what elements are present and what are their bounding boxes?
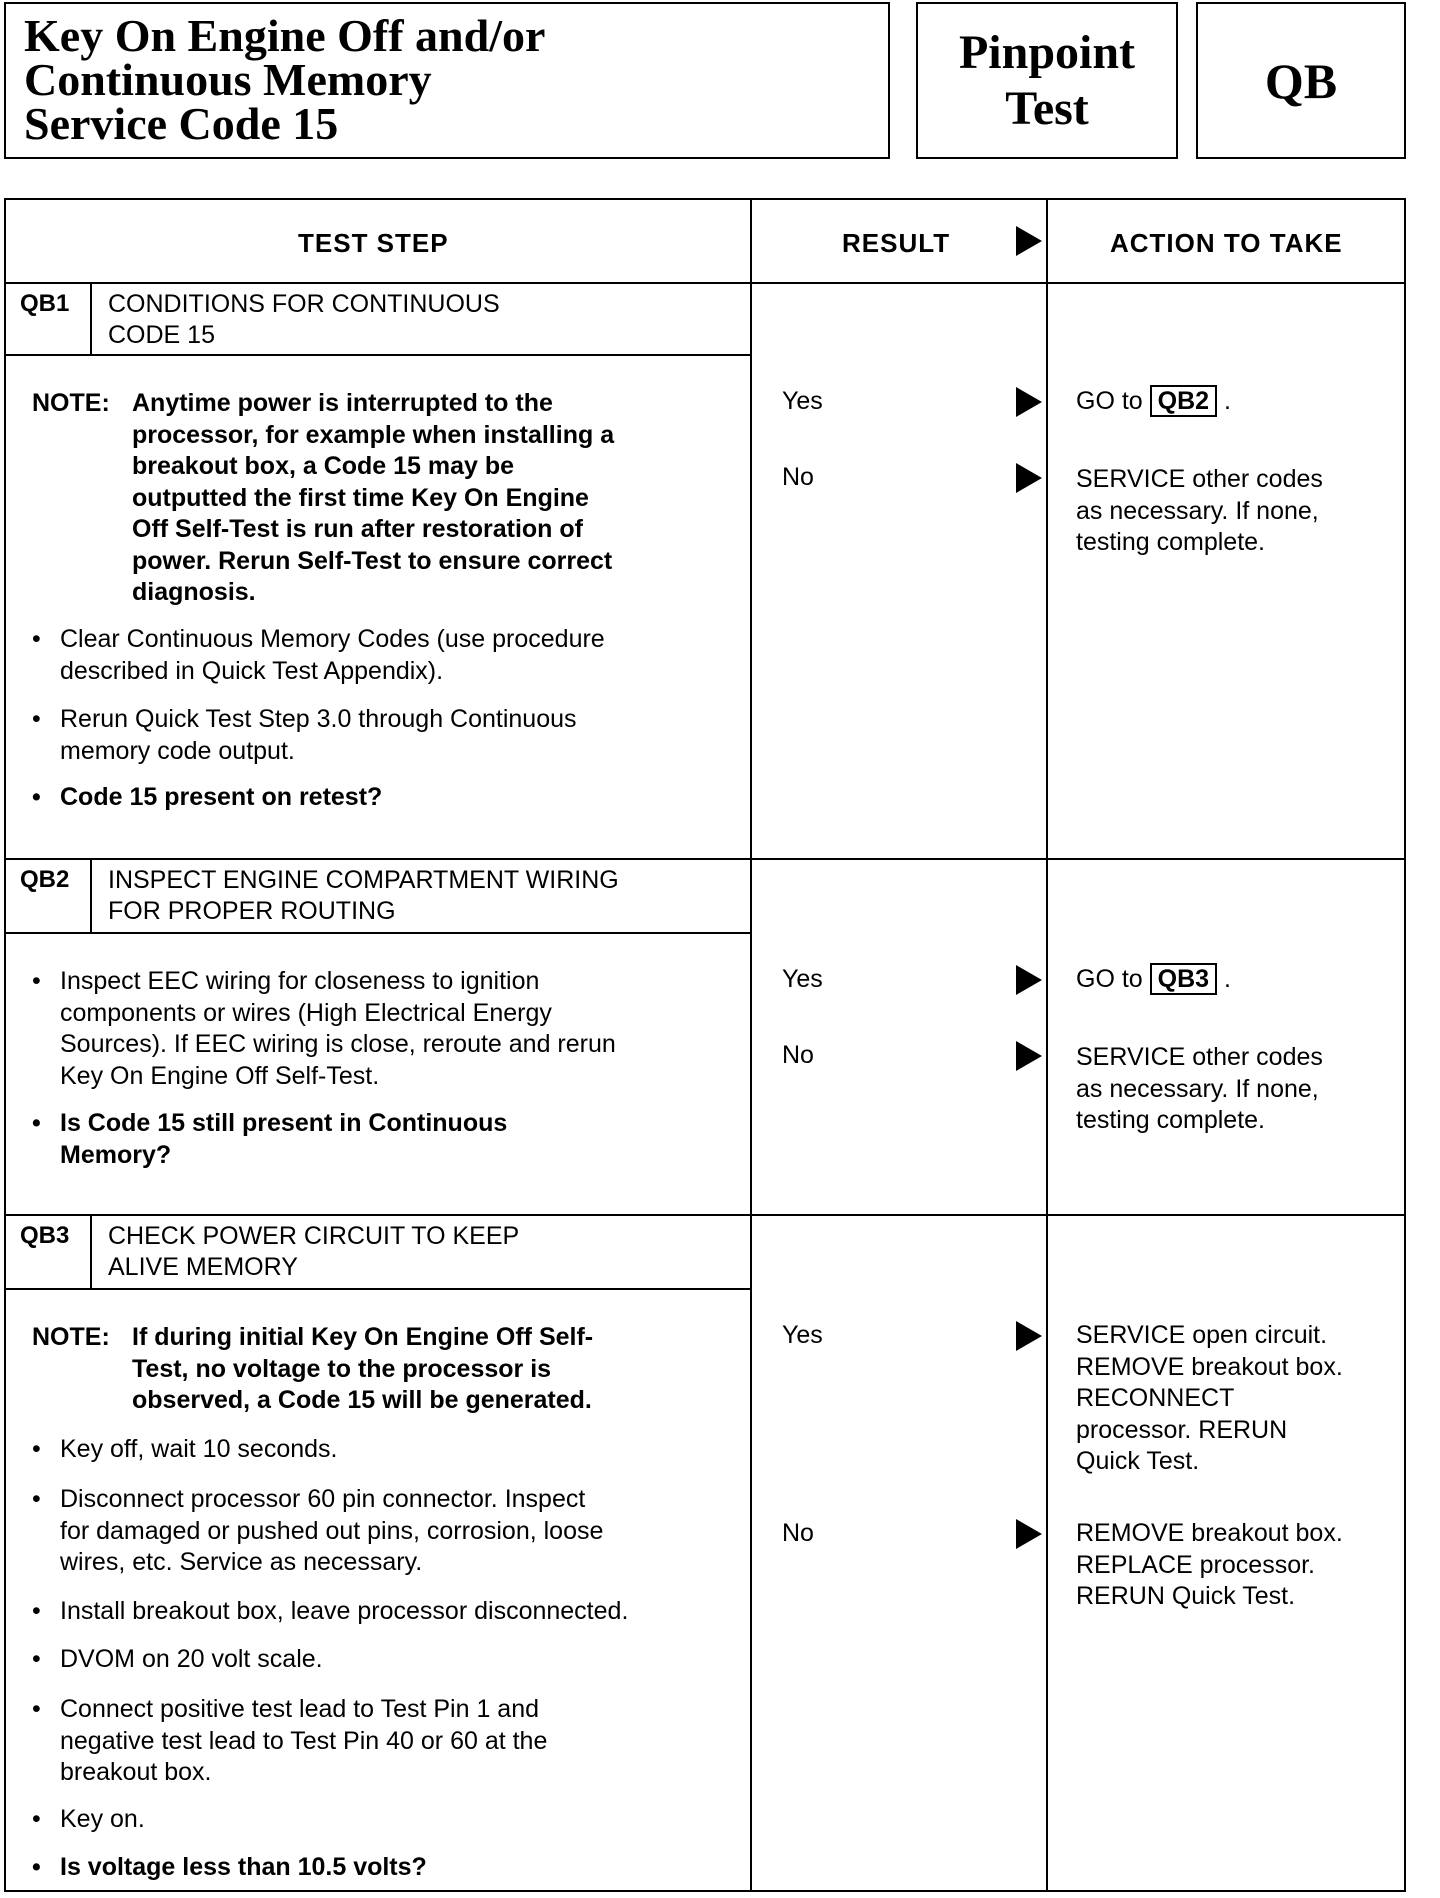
bullet-item [30, 704, 742, 767]
note-line: observed, a Code 15 will be generated. [132, 1386, 592, 1414]
step-id: QB1 [20, 290, 70, 317]
bullet-dot-icon: • [32, 625, 41, 653]
bullet-line: Key off, wait 10 seconds. [60, 1435, 338, 1463]
result-no: No [782, 1041, 814, 1069]
bullet-dot-icon: • [32, 1435, 41, 1463]
action-line: SERVICE other codes [1076, 1043, 1323, 1071]
step-header-qb2 [6, 858, 750, 934]
result-arrow-icon [1016, 965, 1042, 995]
bullet-line: Is Code 15 still present in Continuous [60, 1109, 508, 1137]
bullet-item [30, 966, 742, 1092]
pinpoint-line-2: Test [1005, 81, 1089, 135]
bullet-line: components or wires (High Electrical Energy [60, 998, 552, 1027]
action-go-to [1076, 386, 1406, 418]
note-line: Anytime power is interrupted to the [132, 389, 553, 417]
step-id-divider [90, 282, 92, 356]
step-title-line: ALIVE MEMORY [108, 1253, 298, 1281]
bullet-item [30, 1596, 742, 1628]
action-line: processor. RERUN [1076, 1415, 1288, 1444]
bullet-dot-icon: • [32, 783, 41, 811]
bullet-line: negative test lead to Test Pin 40 or 60 at the [60, 1726, 548, 1755]
action-line: as necessary. If none, [1076, 1074, 1319, 1103]
result-arrow-icon [1016, 387, 1042, 417]
bullet-line: Key On Engine Off Self-Test. [60, 1061, 380, 1090]
step-header-rule [6, 932, 750, 934]
step-title [108, 1221, 519, 1283]
bullet-line: Sources). If EEC wiring is close, reroute and rerun [60, 1030, 616, 1058]
step-header-rule [6, 354, 750, 356]
note-label: NOTE: [32, 1323, 110, 1351]
bullet-line: Memory? [60, 1140, 172, 1169]
action-text: GO to [1076, 387, 1143, 415]
title-line-2: Continuous Memory [24, 54, 432, 105]
bullet-dot-icon: • [32, 967, 41, 995]
bullet-item [30, 1434, 742, 1466]
bullet-item [30, 1644, 742, 1676]
note-line: outputted the first time Key On Engine [132, 483, 589, 512]
action-replace-processor [1076, 1518, 1406, 1613]
bullet-item [30, 1804, 742, 1836]
bullet-item [30, 1484, 742, 1579]
action-line: testing complete. [1076, 1106, 1265, 1134]
title-line-1: Key On Engine Off and/or [24, 10, 546, 61]
bullet-dot-icon: • [32, 1645, 41, 1673]
bullet-line: Inspect EEC wiring for closeness to ignition [60, 967, 540, 995]
bullet-question [30, 1108, 742, 1171]
bullet-question [30, 1852, 742, 1884]
bullet-line: described in Quick Test Appendix). [60, 656, 444, 685]
result-arrow-icon [1016, 1041, 1042, 1071]
note-line: Test, no voltage to the processor is [132, 1354, 552, 1383]
action-text: . [1224, 965, 1231, 993]
bullet-line: Install breakout box, leave processor disconnected. [60, 1597, 629, 1625]
action-text: GO to [1076, 965, 1143, 993]
pinpoint-line-1: Pinpoint [958, 25, 1136, 79]
action-text: . [1224, 387, 1231, 415]
bullet-dot-icon: • [32, 705, 41, 733]
bullet-dot-icon: • [32, 1805, 41, 1833]
bullet-line: Clear Continuous Memory Codes (use procedure [60, 625, 605, 653]
title-line-3: Service Code 15 [24, 98, 339, 149]
action-line: SERVICE other codes [1076, 465, 1323, 493]
header-action: ACTION TO TAKE [1110, 228, 1343, 258]
bullet-dot-icon: • [32, 1109, 41, 1137]
note-line: Off Self-Test is run after restoration of [132, 515, 583, 543]
divider-action [1046, 200, 1048, 1890]
step-id-divider [90, 1214, 92, 1290]
pinpoint-table [4, 198, 1406, 1892]
note-qb1 [32, 388, 742, 609]
test-code: QB [1264, 52, 1338, 109]
bullet-line: memory code output. [60, 736, 295, 765]
note-qb3 [32, 1322, 742, 1417]
action-line: Quick Test. [1076, 1447, 1200, 1475]
bullet-line: Code 15 present on retest? [60, 783, 383, 811]
action-line: as necessary. If none, [1076, 496, 1319, 525]
step-title-line: CODE 15 [108, 321, 215, 349]
step-reference: QB3 [1150, 963, 1217, 995]
action-line: SERVICE open circuit. [1076, 1321, 1328, 1349]
bullet-line: Is voltage less than 10.5 volts? [60, 1853, 427, 1881]
step-header-qb3 [6, 1214, 750, 1290]
result-no: No [782, 1519, 814, 1547]
bullet-line: DVOM on 20 volt scale. [60, 1645, 323, 1673]
action-line: testing complete. [1076, 528, 1265, 556]
bullet-question [30, 782, 742, 814]
action-service [1076, 464, 1406, 559]
bullet-dot-icon: • [32, 1597, 41, 1625]
action-line: REPLACE processor. [1076, 1550, 1315, 1579]
step-title-line: CHECK POWER CIRCUIT TO KEEP [108, 1222, 520, 1250]
bullet-line: Disconnect processor 60 pin connector. Inspect [60, 1485, 586, 1513]
result-yes: Yes [782, 1321, 823, 1349]
page-title [24, 10, 546, 149]
step-header-rule [6, 1288, 750, 1290]
bullet-item [30, 624, 742, 687]
bullet-dot-icon: • [32, 1485, 41, 1513]
note-line: If during initial Key On Engine Off Self- [132, 1323, 594, 1351]
step-header-qb1 [6, 282, 750, 356]
result-arrow-icon [1016, 1519, 1042, 1549]
step-title-line: CONDITIONS FOR CONTINUOUS [108, 290, 500, 318]
note-label: NOTE: [32, 389, 110, 417]
pinpoint-test-box [916, 2, 1178, 159]
step-id: QB3 [20, 1222, 70, 1249]
bullet-dot-icon: • [32, 1695, 41, 1723]
result-no: No [782, 463, 814, 491]
note-line: processor, for example when installing a [132, 420, 615, 449]
step-title-line: FOR PROPER ROUTING [108, 897, 396, 925]
result-arrow-icon [1016, 1321, 1042, 1351]
result-yes: Yes [782, 965, 823, 993]
bullet-line: wires, etc. Service as necessary. [60, 1548, 423, 1576]
bullet-line: for damaged or pushed out pins, corrosion, loose [60, 1516, 604, 1545]
bullet-line: breakout box. [60, 1758, 212, 1786]
result-arrow-icon [1016, 226, 1042, 256]
action-line: RERUN Quick Test. [1076, 1582, 1296, 1610]
step-id-divider [90, 858, 92, 934]
bullet-line: Rerun Quick Test Step 3.0 through Continuous [60, 705, 577, 733]
action-go-to [1076, 964, 1406, 996]
step-reference: QB2 [1150, 385, 1217, 417]
action-service-open [1076, 1320, 1406, 1478]
result-yes: Yes [782, 387, 823, 415]
test-code-box [1196, 2, 1406, 159]
action-line: RECONNECT [1076, 1384, 1235, 1412]
header-result: RESULT [842, 228, 951, 258]
action-service [1076, 1042, 1406, 1137]
action-line: REMOVE breakout box. [1076, 1519, 1343, 1547]
step-title [108, 289, 500, 351]
header-test-step: TEST STEP [298, 228, 449, 258]
action-line: REMOVE breakout box. [1076, 1352, 1343, 1381]
bullet-dot-icon: • [32, 1853, 41, 1881]
note-line: power. Rerun Self-Test to ensure correct [132, 546, 613, 575]
title-box [4, 2, 890, 159]
step-title [108, 865, 619, 927]
result-arrow-icon [1016, 463, 1042, 493]
bullet-line: Connect positive test lead to Test Pin 1 and [60, 1695, 540, 1723]
bullet-line: Key on. [60, 1805, 145, 1833]
note-line: diagnosis. [132, 578, 256, 606]
step-id: QB2 [20, 866, 70, 893]
step-title-line: INSPECT ENGINE COMPARTMENT WIRING [108, 866, 619, 894]
note-line: breakout box, a Code 15 may be [132, 452, 515, 480]
divider-result [750, 200, 752, 1890]
bullet-item [30, 1694, 742, 1789]
